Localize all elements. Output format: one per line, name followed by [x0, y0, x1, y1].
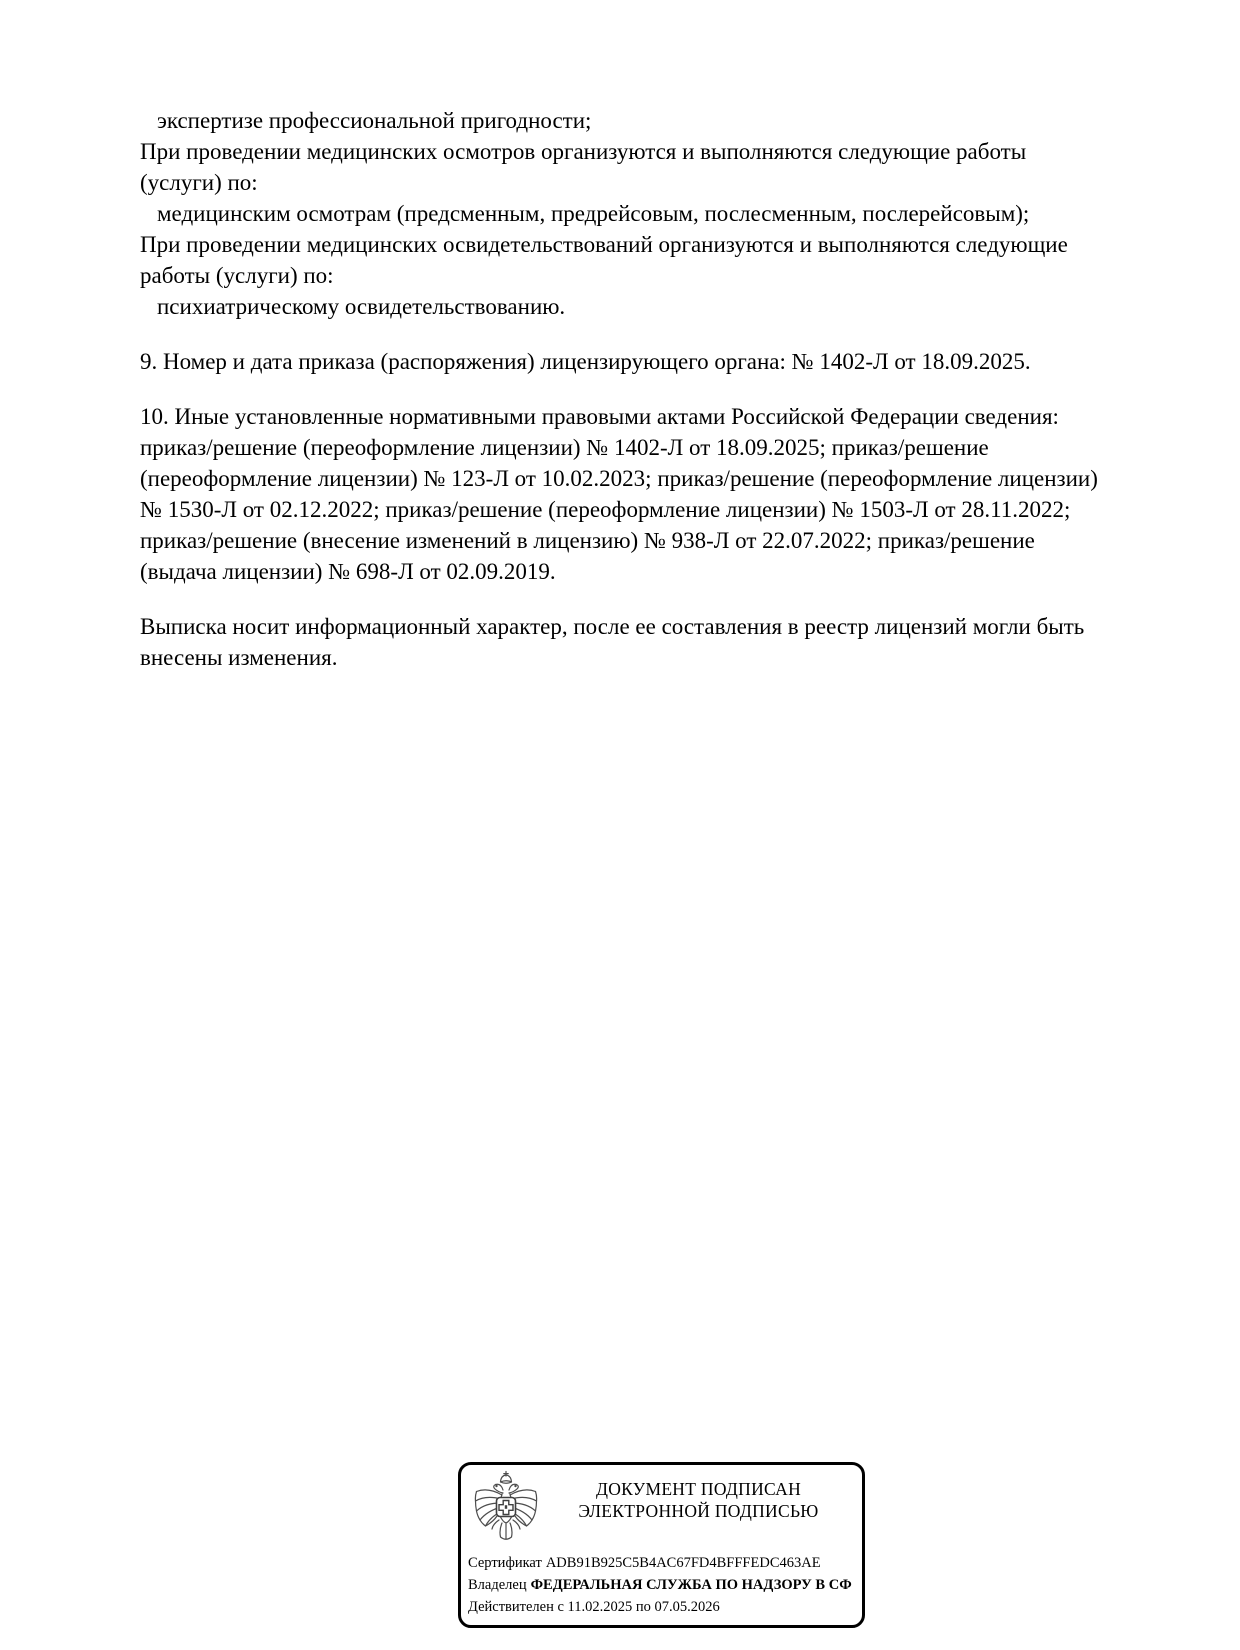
paragraph-works-services	[140, 105, 1205, 322]
text-line: приказ/решение (внесение изменений в лицензию) № 938-Л от 22.07.2022; приказ/решение	[140, 528, 1035, 553]
text-line: психиатрическому освидетельствованию.	[157, 294, 566, 319]
text-line: (выдача лицензии) № 698-Л от 02.09.2019.	[140, 559, 556, 584]
certificate-number-line	[468, 1552, 862, 1574]
certificate-owner-line	[468, 1574, 862, 1596]
text-line: экспертизе профессиональной пригодности;	[157, 108, 592, 133]
text-line: приказ/решение (переоформление лицензии) № 1402-Л от 18.09.2025; приказ/решение	[140, 435, 989, 460]
paragraph-9-order-number	[140, 346, 1205, 377]
certificate-label: Сертификат	[468, 1555, 542, 1571]
roszdravnadzor-eagle-icon	[473, 1470, 539, 1546]
certificate-value: ADB91B925C5B4AC67FD4BFFFEDC463AE	[545, 1555, 821, 1571]
text-line: При проведении медицинских осмотров организуются и выполняются следующие работы	[140, 139, 1027, 164]
stamp-title-line-1: ДОКУМЕНТ ПОДПИСАН	[595, 1479, 802, 1499]
text-line: внесены изменения.	[140, 645, 338, 670]
certificate-info	[468, 1552, 862, 1618]
text-line: работы (услуги) по:	[140, 263, 334, 288]
text-line: медицинским осмотрам (предсменным, предрейсовым, послесменным, послерейсовым);	[157, 201, 1030, 226]
electronic-signature-stamp	[458, 1462, 865, 1628]
text-line: (переоформление лицензии) № 123-Л от 10.02.2023; приказ/решение (переоформление лицензии)	[140, 466, 1098, 491]
owner-label: Владелец	[468, 1577, 527, 1593]
stamp-title	[539, 1478, 858, 1522]
certificate-validity-line: Действителен с 11.02.2025 по 07.05.2026	[468, 1599, 720, 1615]
text-line: 10. Иные установленные нормативными правовыми актами Российской Федерации сведения:	[140, 404, 1059, 429]
stamp-title-line-2: ЭЛЕКТРОННОЙ ПОДПИСЬЮ	[578, 1501, 819, 1521]
text-line: № 1530-Л от 02.12.2022; приказ/решение (переоформление лицензии) № 1503-Л от 28.11.2022;	[140, 497, 1071, 522]
text-line: (услуги) по:	[140, 170, 258, 195]
paragraph-disclaimer	[140, 611, 1205, 673]
text-line: При проведении медицинских освидетельствований организуются и выполняются следующие	[140, 232, 1068, 257]
owner-value: ФЕДЕРАЛЬНАЯ СЛУЖБА ПО НАДЗОРУ В СФ	[530, 1577, 852, 1593]
license-extract-body	[140, 105, 1205, 697]
paragraph-10-other-info	[140, 401, 1205, 587]
text-line: Выписка носит информационный характер, после ее составления в реестр лицензий могли быть	[140, 614, 1085, 639]
text-line: 9. Номер и дата приказа (распоряжения) лицензирующего органа: № 1402-Л от 18.09.2025.	[140, 349, 1031, 374]
